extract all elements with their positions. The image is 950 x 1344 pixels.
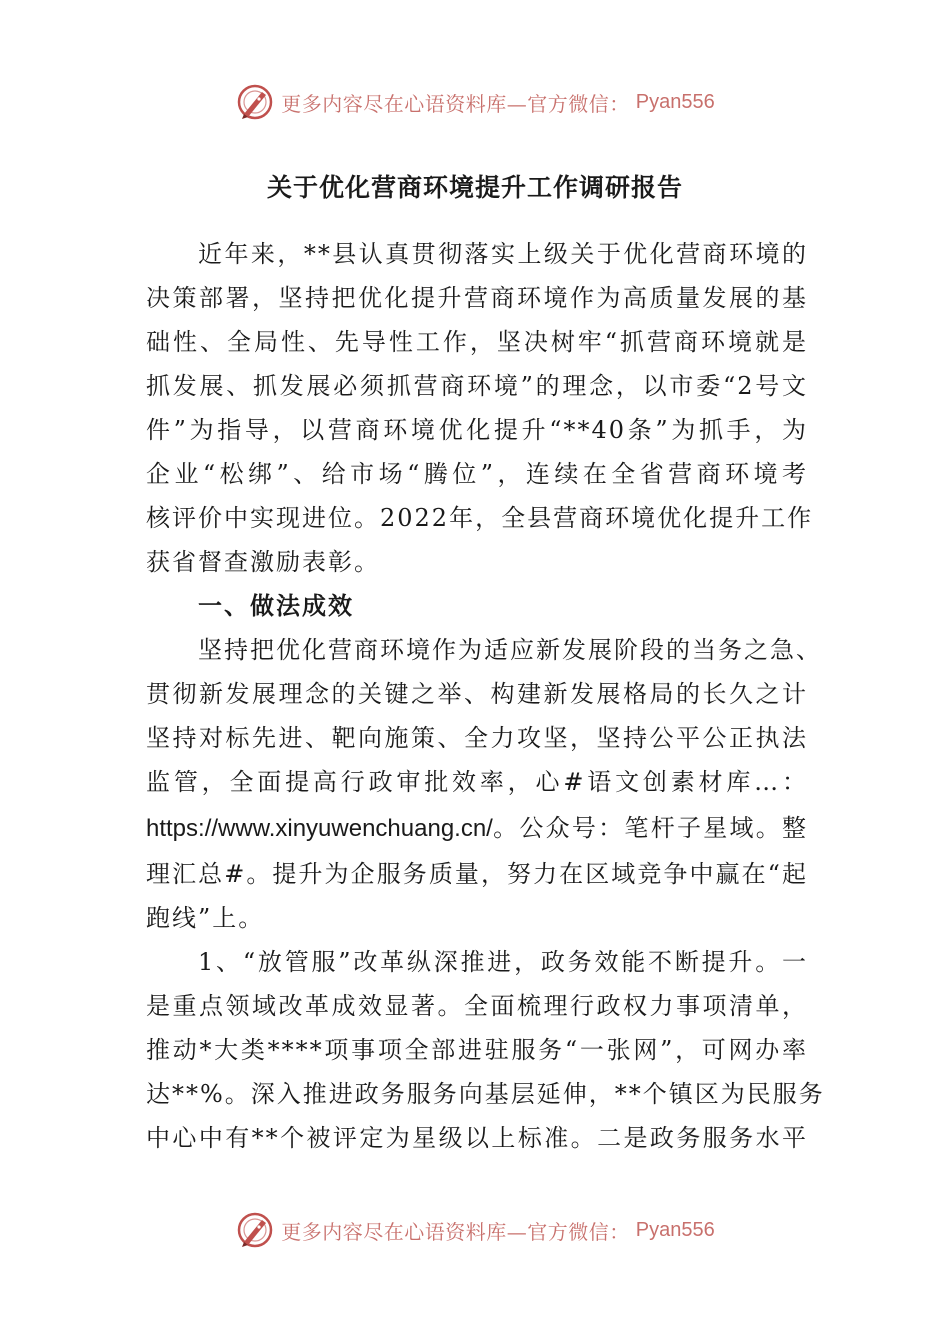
footer-watermark (0, 1208, 950, 1252)
paragraph-line: 件”为指导，以营商环境优化提升“**40条”为抓手，为 (146, 416, 808, 444)
paragraph-line: 理汇总#。提升为企服务质量，努力在区域竞争中赢在“起 (146, 860, 808, 888)
paragraph-line: 贯彻新发展理念的关键之举、构建新发展格局的长久之计 (146, 680, 808, 708)
paragraph-line: 础性、全局性、先导性工作，坚决树牢“抓营商环境就是 (146, 328, 808, 356)
paragraph-line: 中心中有**个被评定为星级以上标准。二是政务服务水平 (146, 1124, 808, 1152)
section-heading: 一、做法成效 (198, 591, 354, 620)
header-watermark (0, 80, 950, 124)
pen-logo-icon (235, 1210, 275, 1250)
paragraph-line: 核评价中实现进位。2022年，全县营商环境优化提升工作 (146, 504, 814, 532)
paragraph-line: 坚持把优化营商环境作为适应新发展阶段的当务之急、 (198, 636, 822, 664)
paragraph-line: 跑线”上。 (146, 904, 265, 932)
paragraph-line: 获省督查激励表彰。 (146, 548, 380, 576)
paragraph-line: 近年来，**县认真贯彻落实上级关于优化营商环境的 (198, 240, 808, 268)
paragraph-line: 是重点领域改革成效显著。全面梳理行政权力事项清单， (146, 992, 808, 1020)
watermark-wechat-id: Pyan556 (635, 90, 715, 113)
paragraph-fragment: 。公众号：笔杆子星域。整 (492, 814, 808, 842)
paragraph-line: 抓发展、抓发展必须抓营商环境”的理念，以市委“2号文 (146, 372, 808, 400)
url-line (146, 804, 808, 852)
watermark-text: 更多内容尽在心语资料库—官方微信： (281, 1219, 630, 1244)
document-title: 关于优化营商环境提升工作调研报告 (266, 173, 683, 202)
paragraph-line: 推动*大类****项事项全部进驻服务“一张网”，可网办率 (146, 1036, 808, 1064)
paragraph-line: 监管，全面提高行政审批效率，心#语文创素材库…： (146, 768, 808, 796)
paragraph-line: 决策部署，坚持把优化提升营商环境作为高质量发展的基 (146, 284, 808, 312)
website-url: https://www.xinyuwenchuang.cn/ (146, 815, 493, 842)
document-body (146, 232, 825, 1160)
paragraph-line: 1、“放管服”改革纵深推进，政务效能不断提升。一 (198, 948, 808, 976)
paragraph-line: 企业“松绑”、给市场“腾位”，连续在全省营商环境考 (146, 460, 808, 488)
paragraph-line: 达**%。深入推进政务服务向基层延伸，**个镇区为民服务 (146, 1080, 825, 1108)
watermark-wechat-id: Pyan556 (635, 1218, 715, 1241)
paragraph-line: 坚持对标先进、靶向施策、全力攻坚，坚持公平公正执法 (146, 724, 808, 752)
watermark-text: 更多内容尽在心语资料库—官方微信： (281, 91, 630, 116)
pen-logo-icon (235, 82, 275, 122)
